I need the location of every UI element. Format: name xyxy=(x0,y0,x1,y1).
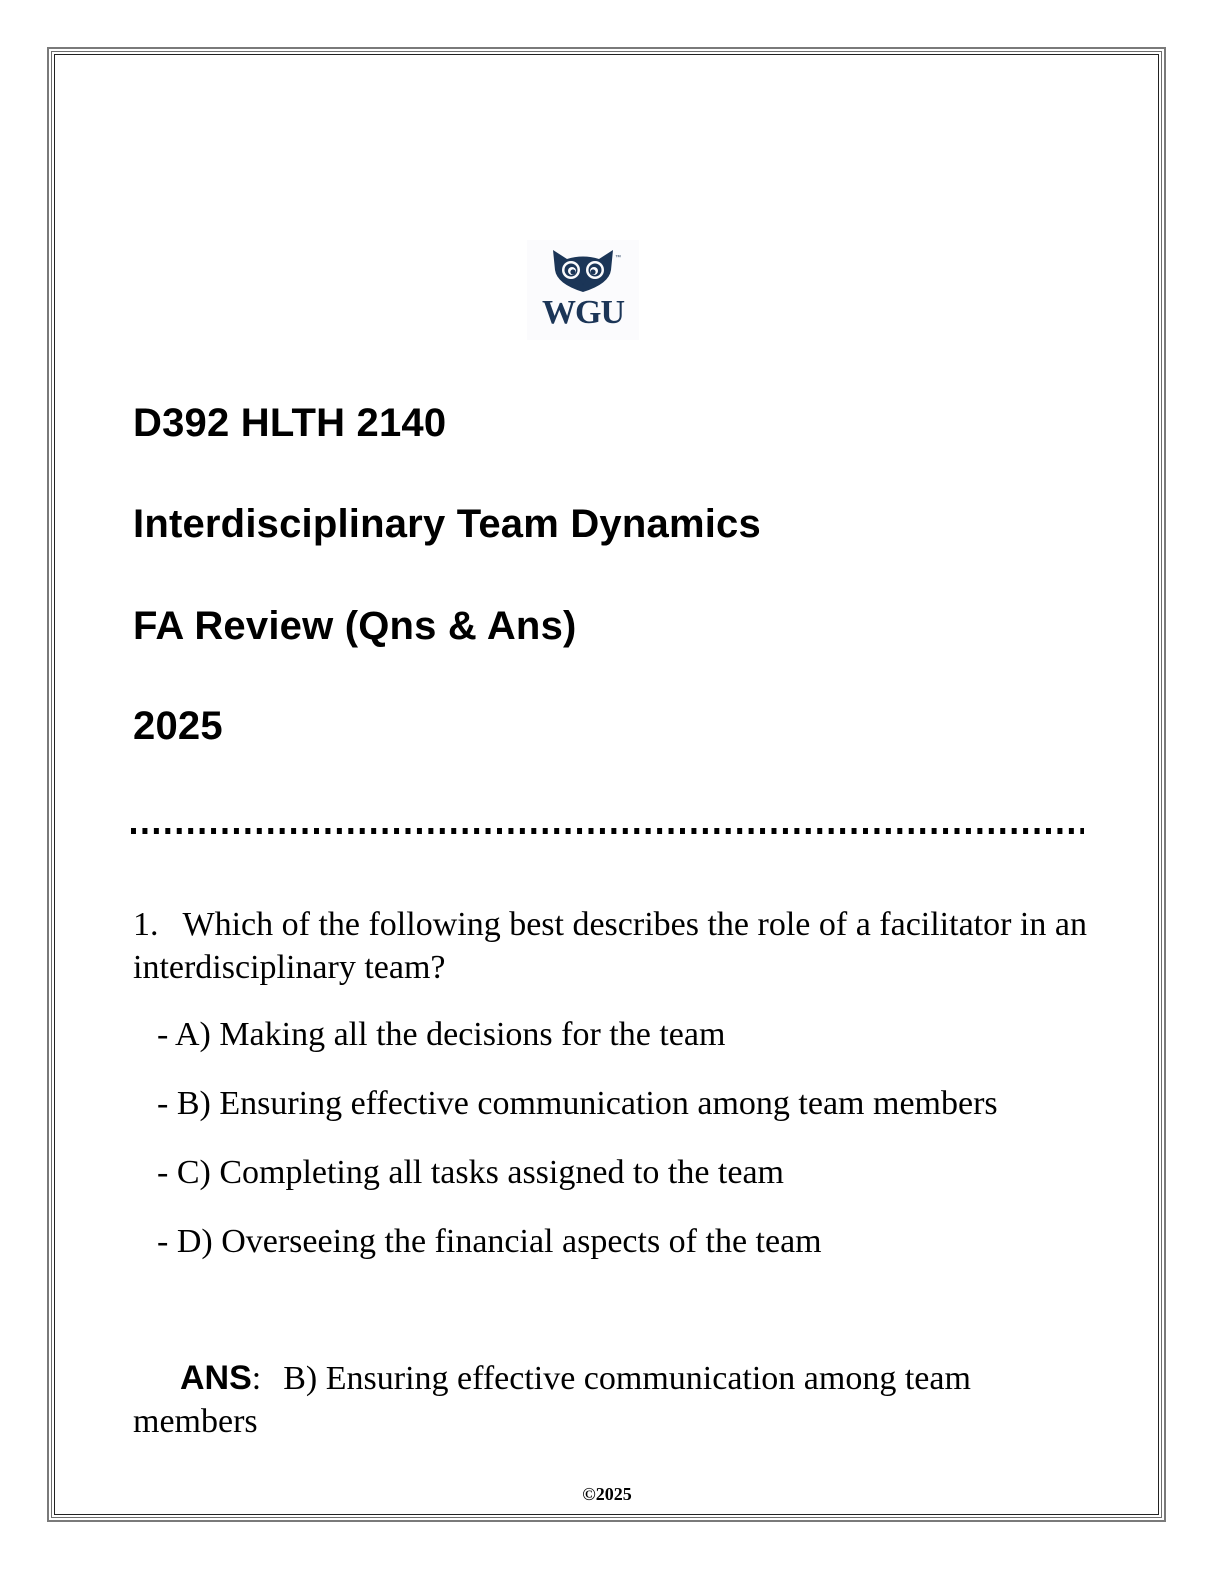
svg-text:™: ™ xyxy=(615,255,621,261)
answer-colon: : xyxy=(251,1360,262,1397)
option-a: - A) Making all the decisions for the team xyxy=(157,1016,726,1053)
document-year: 2025 xyxy=(133,704,223,748)
logo-text: WGU xyxy=(542,294,624,331)
option-b: - B) Ensuring effective communication among team members xyxy=(157,1085,998,1122)
answer-block xyxy=(133,1357,1093,1443)
course-code: D392 HLTH 2140 xyxy=(133,401,447,445)
course-name: Interdisciplinary Team Dynamics xyxy=(133,502,761,546)
answer-text: B) Ensuring effective communication among team members xyxy=(133,1360,971,1440)
option-d: - D) Overseeing the financial aspects of the team xyxy=(157,1223,822,1260)
document-subtitle: FA Review (Qns & Ans) xyxy=(133,604,577,648)
copyright-footer: ©2025 xyxy=(582,1484,632,1504)
question-text: Which of the following best describes the role of a facilitator in an interdisciplinary team? xyxy=(133,906,1087,986)
question-number: 1. xyxy=(133,906,159,943)
answer-label: ANS xyxy=(180,1359,252,1397)
owl-logo-icon xyxy=(527,240,639,340)
option-c: - C) Completing all tasks assigned to the team xyxy=(157,1154,785,1191)
question-text-block xyxy=(133,903,1093,989)
dotted-divider xyxy=(131,828,1084,834)
wgu-logo xyxy=(527,240,639,340)
